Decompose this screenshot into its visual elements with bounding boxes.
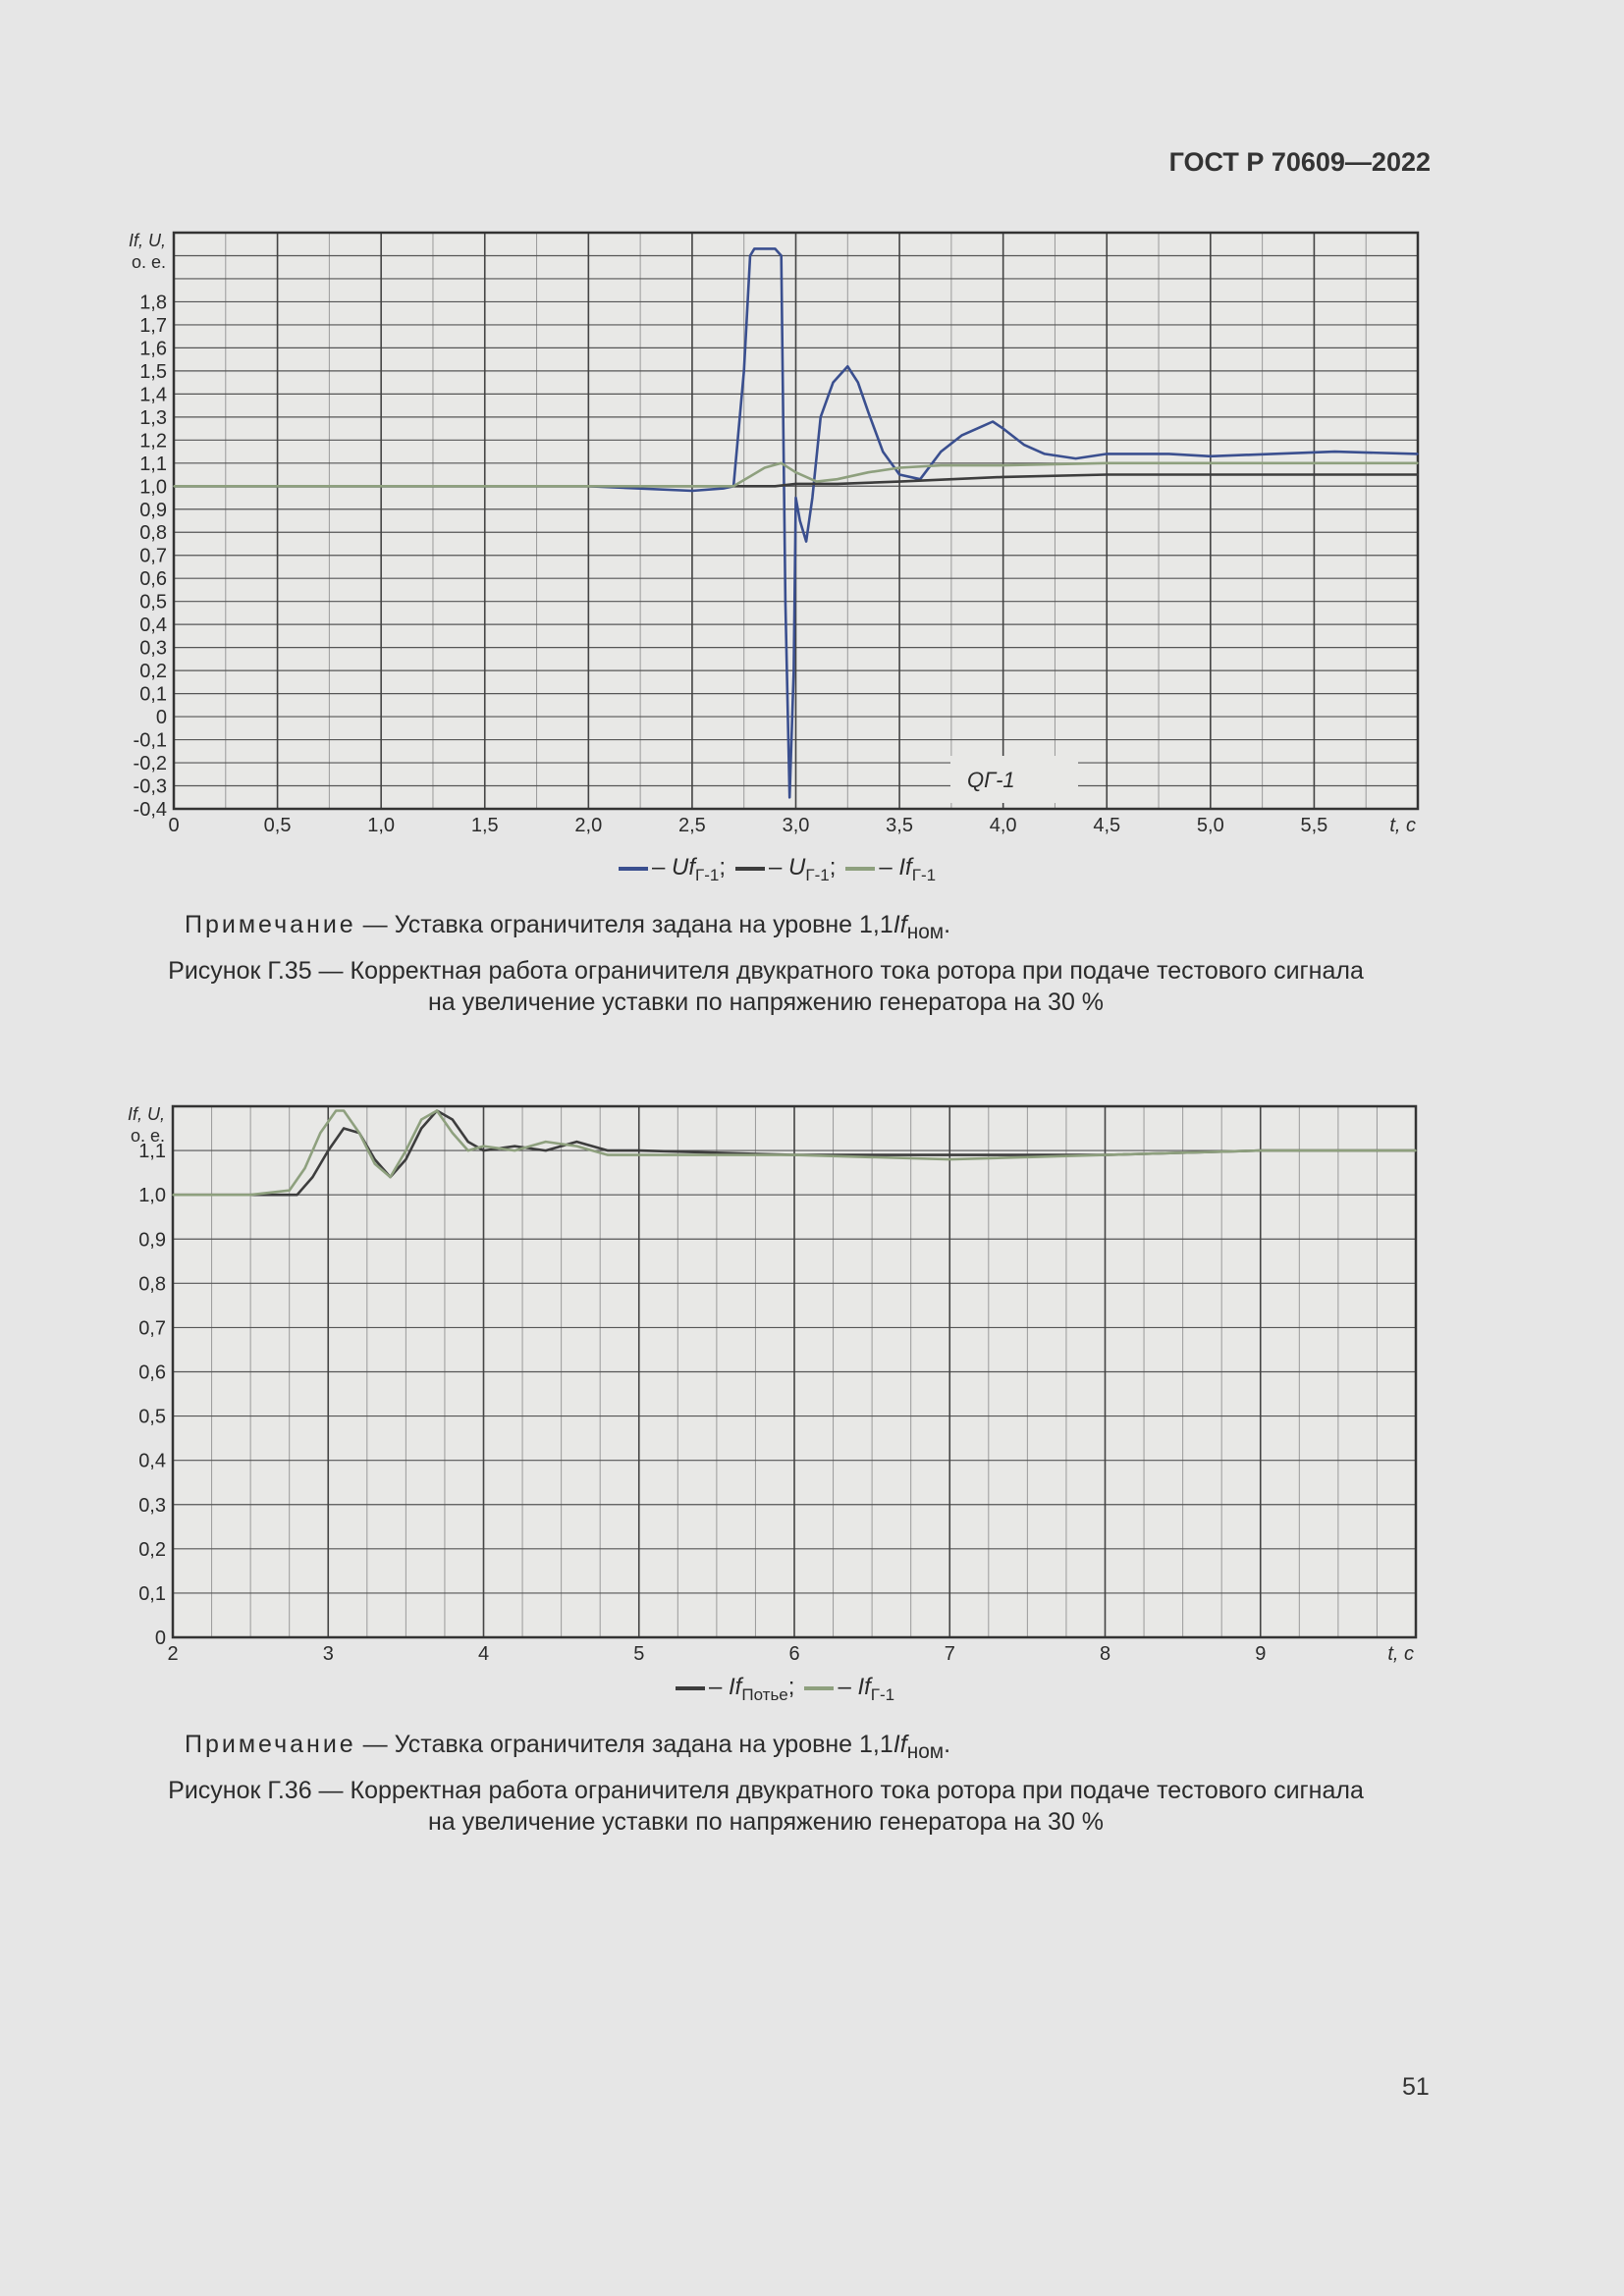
y-tick-label: 1,0 bbox=[139, 476, 167, 499]
y-tick-label: 0,7 bbox=[139, 545, 167, 567]
y-tick-label: 0,6 bbox=[139, 568, 167, 591]
x-tick-label: 3,5 bbox=[886, 815, 913, 836]
data-point bbox=[343, 1128, 345, 1130]
legend-separator: ; bbox=[829, 854, 837, 881]
y-tick-label: 0,2 bbox=[139, 661, 167, 683]
data-point bbox=[1105, 1154, 1107, 1156]
legend-label: If bbox=[857, 1674, 871, 1700]
x-tick-label: 4,0 bbox=[989, 815, 1017, 836]
data-point bbox=[289, 1190, 291, 1192]
y-tick-label: 1,3 bbox=[139, 406, 167, 429]
legend-label: U bbox=[788, 854, 806, 881]
caption-line-2: на увеличение уставки по напряжению генератора на 30 % bbox=[427, 988, 1105, 1016]
data-point bbox=[1415, 1149, 1417, 1151]
y-tick-label: 1,0 bbox=[138, 1185, 166, 1207]
y-tick-label: 0,9 bbox=[139, 499, 167, 521]
legend-label-sub: Г-1 bbox=[805, 865, 830, 884]
data-point bbox=[249, 1194, 251, 1196]
legend-label-sub: Г-1 bbox=[695, 865, 720, 884]
data-point bbox=[1260, 1149, 1262, 1151]
data-point bbox=[327, 1149, 329, 1151]
legend-label: If bbox=[898, 854, 912, 881]
y-tick-label: 0,9 bbox=[138, 1229, 166, 1252]
data-point bbox=[343, 1110, 345, 1112]
y-tick-label: 1,7 bbox=[139, 314, 167, 337]
data-point bbox=[545, 1141, 547, 1143]
data-point bbox=[576, 1146, 578, 1148]
x-tick-label: 2 bbox=[167, 1643, 179, 1665]
note-label: Примечание bbox=[185, 1731, 356, 1758]
data-point bbox=[312, 1176, 314, 1178]
data-point bbox=[335, 1110, 337, 1112]
x-tick-label: 3 bbox=[322, 1643, 334, 1665]
y-tick-label: 0,4 bbox=[139, 614, 167, 637]
data-point bbox=[545, 1149, 547, 1151]
y-tick-label: 0,5 bbox=[139, 591, 167, 614]
x-tick-label: 8 bbox=[1099, 1643, 1111, 1665]
legend-dash: – bbox=[709, 1674, 730, 1700]
figure-36-note bbox=[185, 1731, 950, 1764]
x-axis-label: t, с bbox=[1387, 1643, 1414, 1665]
y-tick-label: 0,5 bbox=[138, 1406, 166, 1428]
legend-item bbox=[676, 1674, 795, 1704]
data-point bbox=[406, 1149, 407, 1151]
y-tick-label: 0,3 bbox=[139, 637, 167, 660]
data-point bbox=[514, 1146, 515, 1148]
legend-swatch bbox=[804, 1686, 834, 1690]
y-tick-label: 1,5 bbox=[139, 360, 167, 383]
data-point bbox=[304, 1167, 306, 1169]
y-tick-label: 0,4 bbox=[138, 1450, 166, 1472]
y-axis-label: If, U, bbox=[128, 231, 166, 250]
x-tick-label: 2,5 bbox=[678, 815, 706, 836]
data-point bbox=[638, 1154, 640, 1156]
x-tick-label: 4 bbox=[477, 1643, 490, 1665]
data-point bbox=[638, 1149, 640, 1151]
legend-separator: ; bbox=[787, 1674, 795, 1700]
y-tick-label: -0,4 bbox=[133, 799, 167, 821]
data-point bbox=[390, 1176, 392, 1178]
note-end: . bbox=[944, 1731, 951, 1758]
data-point bbox=[420, 1119, 422, 1121]
y-axis-unit: о. е. bbox=[131, 252, 166, 272]
data-point bbox=[948, 1158, 950, 1160]
data-point bbox=[514, 1149, 515, 1151]
data-point bbox=[576, 1141, 578, 1143]
y-tick-label: 1,4 bbox=[139, 384, 167, 406]
page-number: 51 bbox=[1402, 2073, 1430, 2101]
note-text: — Уставка ограничителя задана на уровне 1,1 bbox=[355, 911, 893, 938]
x-tick-label: 5,5 bbox=[1300, 815, 1328, 836]
data-point bbox=[607, 1149, 609, 1151]
y-axis-label: If, U, bbox=[127, 1104, 165, 1124]
y-tick-label: 0,6 bbox=[138, 1362, 166, 1384]
x-tick-label: 7 bbox=[944, 1643, 955, 1665]
caption-line-1: Рисунок Г.35 — Корректная работа ограничителя двукратного тока ротора при подаче тестового сигнала bbox=[168, 957, 1364, 985]
note-var: If bbox=[893, 911, 907, 938]
data-point bbox=[452, 1132, 454, 1134]
data-point bbox=[436, 1110, 438, 1112]
x-tick-label: 0,5 bbox=[263, 815, 292, 836]
data-point bbox=[607, 1154, 609, 1156]
note-end: . bbox=[944, 911, 951, 938]
figure-36-legend bbox=[676, 1674, 904, 1705]
legend-label: If bbox=[729, 1674, 742, 1700]
y-tick-label: 0 bbox=[154, 1628, 166, 1649]
y-tick-label: 0,2 bbox=[138, 1538, 166, 1561]
x-tick-label: 5,0 bbox=[1196, 815, 1224, 836]
legend-label-sub: Г-1 bbox=[870, 1684, 895, 1704]
x-tick-label: 4,5 bbox=[1093, 815, 1121, 836]
y-tick-label: -0,2 bbox=[133, 753, 167, 775]
caption-line-1: Рисунок Г.36 — Корректная работа ограничителя двукратного тока ротора при подаче тестового сигнала bbox=[168, 1777, 1364, 1804]
legend-dash: – bbox=[652, 854, 673, 881]
x-tick-label: 2,0 bbox=[574, 815, 603, 836]
y-tick-label: 0,7 bbox=[138, 1317, 166, 1340]
x-tick-label: 1,5 bbox=[470, 815, 499, 836]
note-sub: ном bbox=[906, 1740, 945, 1763]
y-tick-label: 0,8 bbox=[139, 522, 167, 545]
x-axis-label: t, с bbox=[1389, 815, 1416, 836]
x-tick-label: 5 bbox=[633, 1643, 645, 1665]
y-tick-label: 1,8 bbox=[139, 292, 167, 314]
y-tick-label: 0 bbox=[155, 707, 167, 729]
x-tick-label: 6 bbox=[788, 1643, 800, 1665]
data-point bbox=[358, 1132, 360, 1134]
y-tick-label: 1,2 bbox=[139, 430, 167, 453]
legend-label-sub: Потье bbox=[741, 1684, 788, 1704]
data-point bbox=[467, 1141, 469, 1143]
data-point bbox=[406, 1158, 407, 1160]
x-tick-label: 1,0 bbox=[367, 815, 396, 836]
data-point bbox=[172, 1194, 174, 1196]
note-label: Примечание bbox=[185, 911, 356, 938]
y-tick-label: 1,6 bbox=[139, 338, 167, 360]
legend-separator: ; bbox=[719, 854, 727, 881]
x-tick-label: 0 bbox=[168, 815, 180, 836]
y-tick-label: -0,1 bbox=[133, 729, 167, 752]
x-tick-label: 3,0 bbox=[782, 815, 810, 836]
y-tick-label: -0,3 bbox=[133, 775, 167, 798]
data-point bbox=[483, 1149, 485, 1151]
note-var: If bbox=[893, 1731, 907, 1758]
legend-dash: – bbox=[838, 1674, 858, 1700]
note-text: — Уставка ограничителя задана на уровне 1,1 bbox=[355, 1731, 893, 1758]
y-tick-label: 0,1 bbox=[139, 683, 167, 706]
data-point bbox=[374, 1163, 376, 1165]
annotation-label: QГ-1 bbox=[967, 768, 1015, 792]
legend-label: Uf bbox=[672, 854, 696, 881]
legend-label-sub: Г-1 bbox=[911, 865, 937, 884]
figure-36-caption bbox=[147, 1775, 1384, 1838]
legend-dash: – bbox=[879, 854, 899, 881]
data-point bbox=[297, 1194, 298, 1196]
y-tick-label: 1,1 bbox=[138, 1141, 166, 1163]
legend-dash: – bbox=[769, 854, 789, 881]
data-point bbox=[420, 1128, 422, 1130]
x-tick-label: 9 bbox=[1255, 1643, 1267, 1665]
document-id: ГОСТ Р 70609—2022 bbox=[1168, 147, 1431, 177]
data-point bbox=[793, 1154, 795, 1156]
data-point bbox=[948, 1154, 950, 1156]
y-tick-label: 0,1 bbox=[138, 1582, 166, 1605]
note-sub: ном bbox=[906, 921, 945, 943]
data-point bbox=[483, 1146, 485, 1148]
legend-swatch bbox=[676, 1686, 705, 1690]
y-tick-label: 0,8 bbox=[138, 1273, 166, 1296]
y-axis-unit: о. е. bbox=[130, 1126, 165, 1146]
caption-line-2: на увеличение уставки по напряжению генератора на 30 % bbox=[427, 1808, 1105, 1836]
legend-item bbox=[804, 1674, 895, 1704]
y-tick-label: 0,3 bbox=[138, 1494, 166, 1517]
data-point bbox=[320, 1132, 322, 1134]
data-point bbox=[467, 1149, 469, 1151]
data-point bbox=[452, 1119, 454, 1121]
y-tick-label: 1,1 bbox=[139, 453, 167, 475]
